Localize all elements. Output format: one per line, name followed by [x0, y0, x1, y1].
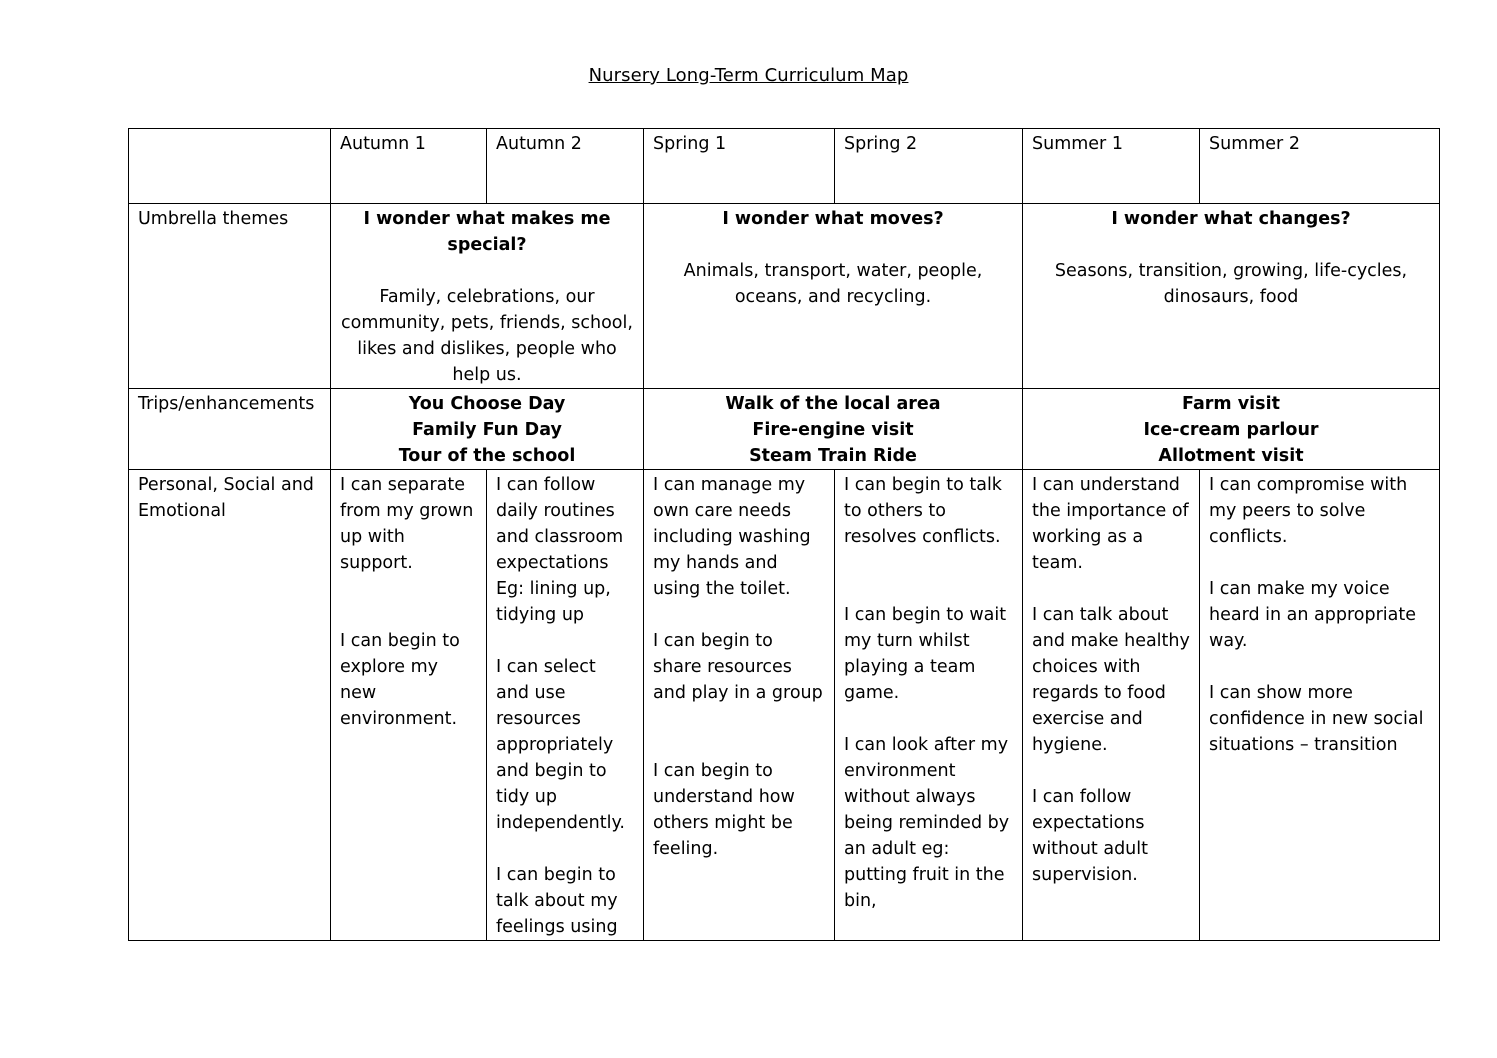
pse-statement: I can look after my environment without always being reminded by an adult eg: putting fruit in the bin,	[844, 735, 1010, 911]
trip-item: Allotment visit	[1158, 446, 1304, 466]
trip-item: Ice-cream parlour	[1143, 420, 1319, 440]
theme-topics-summer: Seasons, transition, growing, life-cycles, dinosaurs, food	[1054, 261, 1408, 307]
theme-question-summer: I wonder what changes?	[1111, 209, 1351, 229]
trip-item: You Choose Day	[408, 394, 566, 414]
pse-autumn-2	[487, 470, 644, 941]
trips-row	[129, 389, 1440, 470]
trip-item: Farm visit	[1182, 394, 1280, 414]
pse-statement: I can compromise with my peers to solve conflicts.	[1209, 475, 1408, 547]
pse-statement: I can begin to explore my new environment.	[340, 631, 460, 729]
term-header-summer-1: Summer 1	[1023, 129, 1200, 204]
trip-item: Family Fun Day	[412, 420, 562, 440]
pse-autumn-1	[331, 470, 487, 941]
row-label-trips: Trips/enhancements	[129, 389, 331, 470]
trips-spring	[644, 389, 1023, 470]
pse-statement: I can separate from my grown up with support.	[340, 475, 474, 573]
theme-topics-autumn: Family, celebrations, our community, pets, friends, school, likes and dislikes, people who help us.	[341, 287, 633, 385]
theme-question-autumn: I wonder what makes me special?	[363, 209, 611, 255]
pse-statement: I can begin to talk about my feelings using	[496, 865, 618, 937]
trip-item: Steam Train Ride	[749, 446, 917, 466]
pse-statement: I can begin to wait my turn whilst playing a team game.	[844, 605, 1007, 703]
pse-spring-2	[835, 470, 1023, 941]
row-label-pse: Personal, Social and Emotional	[129, 470, 331, 941]
term-header-spring-1: Spring 1	[644, 129, 835, 204]
umbrella-theme-spring	[644, 204, 1023, 389]
pse-statement: I can show more confidence in new social situations – transition	[1209, 683, 1424, 755]
umbrella-theme-autumn	[331, 204, 644, 389]
pse-statement: I can understand the importance of working as a team.	[1032, 475, 1189, 573]
term-header-spring-2: Spring 2	[835, 129, 1023, 204]
pse-statement: I can begin to understand how others might be feeling.	[653, 761, 795, 859]
pse-statement: I can follow expectations without adult supervision.	[1032, 787, 1148, 885]
curriculum-table	[128, 128, 1440, 941]
header-corner-cell	[129, 129, 331, 204]
header-row	[129, 129, 1440, 204]
theme-topics-spring: Animals, transport, water, people, oceans, and recycling.	[683, 261, 983, 307]
trips-summer	[1023, 389, 1440, 470]
pse-statement: I can talk about and make healthy choices with regards to food exercise and hygiene.	[1032, 605, 1190, 755]
term-header-summer-2: Summer 2	[1200, 129, 1440, 204]
trips-autumn	[331, 389, 644, 470]
term-header-autumn-1: Autumn 1	[331, 129, 487, 204]
pse-statement: I can manage my own care needs including washing my hands and using the toilet.	[653, 475, 811, 599]
pse-statement: I can begin to talk to others to resolves conflicts.	[844, 475, 1002, 547]
umbrella-theme-summer	[1023, 204, 1440, 389]
pse-statement: I can begin to share resources and play in a group	[653, 631, 823, 703]
pse-statement: I can select and use resources appropriately and begin to tidy up independently.	[496, 657, 625, 833]
pse-statement: I can follow daily routines and classroom expectations Eg: lining up, tidying up	[496, 475, 624, 625]
term-header-autumn-2: Autumn 2	[487, 129, 644, 204]
row-label-umbrella-themes: Umbrella themes	[129, 204, 331, 389]
pse-spring-1	[644, 470, 835, 941]
pse-summer-2	[1200, 470, 1440, 941]
pse-statement: I can make my voice heard in an appropriate way.	[1209, 579, 1417, 651]
pse-row	[129, 470, 1440, 941]
page-title: Nursery Long-Term Curriculum Map	[588, 65, 909, 86]
trip-item: Walk of the local area	[725, 394, 941, 414]
trip-item: Fire-engine visit	[752, 420, 914, 440]
umbrella-themes-row	[129, 204, 1440, 389]
theme-question-spring: I wonder what moves?	[722, 209, 944, 229]
pse-summer-1	[1023, 470, 1200, 941]
trip-item: Tour of the school	[398, 446, 576, 466]
